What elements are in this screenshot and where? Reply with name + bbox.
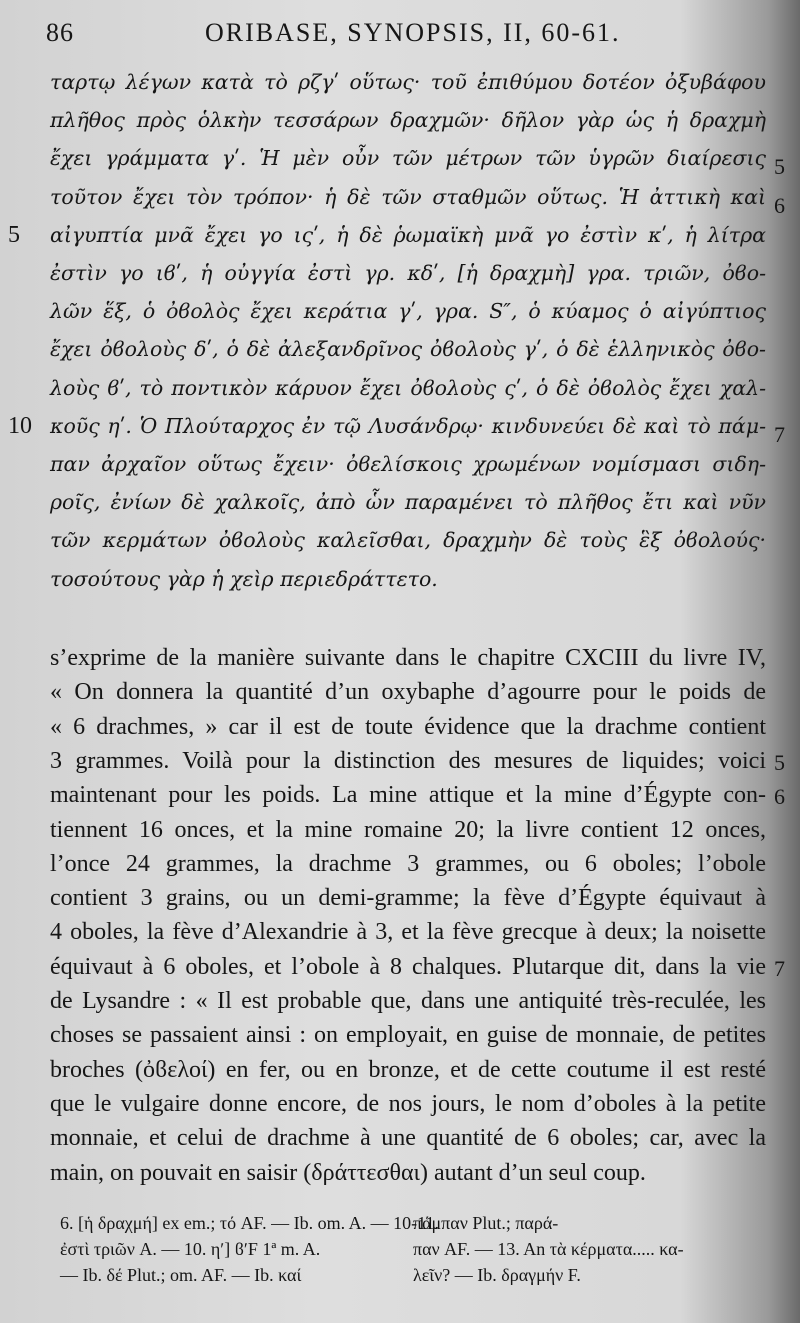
french-line: broches (ὀϐελοί) en fer, ou en bronze, et de cette coutume il est resté — [50, 1056, 766, 1083]
margin-number: 6 — [774, 784, 785, 810]
page-number: 86 — [46, 18, 74, 47]
footnote-left: ἐστὶ τριῶν A. — 10. ηʹ] ϐʹF 1ª m. A. — [60, 1239, 321, 1259]
greek-line: ταρτῳ λέγων κατὰ τὸ ρζγʹ οὕτως· τοῦ ἐπιθύμου δοτέον ὀξυβάφου — [50, 70, 766, 94]
margin-number: 7 — [774, 955, 785, 981]
greek-line: αἰγυπτία μνᾶ ἔχει γο ιςʹ, ἡ δὲ ῥωμαϊκὴ μνᾶ γο ἐστὶν κʹ, ἡ λίτρα — [50, 222, 766, 247]
footnote-right: πάμπαν Plut.; παρά- — [413, 1213, 559, 1233]
greek-line: ροῖς, ἐνίων δὲ χαλκοῖς, ἀπὸ ὧν παραμένει τὸ πλῆθος ἔτι καὶ νῦν — [50, 490, 766, 515]
margin-number: 6 — [774, 192, 785, 218]
french-line: 4 oboles, la fève d’Alexandrie à 3, et la fève grecque à deux; la noisette — [50, 919, 766, 946]
greek-line: κοῦς ηʹ. Ὁ Πλούταρχος ἐν τῷ Λυσάνδρῳ· κινδυνεύει δὲ καὶ τὸ πάμ- — [50, 413, 766, 438]
greek-line: λῶν ἕξ, ὁ ὀϐολὸς ἔχει κεράτια γʹ, γρα. S″, ὁ κύαμος ὁ αἰγύπτιος — [50, 299, 766, 324]
footnote-row — [48, 1262, 788, 1288]
greek-line: ἔχει ὀϐολοὺς δʹ, ὁ δὲ ἀλεξανδρῖνος ὀϐολοὺς γʹ, ὁ δὲ ἑλληνικὸς ὀϐο- — [50, 337, 766, 362]
greek-line: ἐστὶν γο ιϐʹ, ἡ οὐγγία ἐστὶ γρ. κδʹ, [ἡ δραχμὴ] γρα. τριῶν, ὀϐο- — [50, 261, 766, 285]
margin-number: 5 — [774, 154, 785, 180]
footnote-right: παν AF. — 13. An τὰ κέρματα..... κα- — [413, 1239, 684, 1259]
greek-line: ἔχει γράμματα γʹ. Ἡ μὲν οὖν τῶν μέτρων τῶν ὑγρῶν διαίρεσις — [50, 146, 766, 171]
greek-line: τῶν κερμάτων ὀϐολοὺς καλεῖσθαι, δραχμὴν δὲ τοὺς ἓξ ὀϐολούς· — [50, 528, 766, 553]
french-line: l’once 24 grammes, la drachme 3 grammes, ou 6 oboles; l’obole — [50, 850, 766, 877]
french-line: que le vulgaire donne encore, de nos jours, le nom d’oboles à la petite — [50, 1090, 766, 1117]
french-line: contient 3 grains, ou un demi-gramme; la fève d’Égypte équivaut à — [50, 885, 766, 912]
french-line: monnaie, et celui de drachme à une quantité de 6 oboles; car, avec la — [50, 1125, 766, 1152]
margin-number: 7 — [774, 421, 785, 447]
footnotes — [48, 1210, 788, 1288]
footnote-left: — Ib. δέ Plut.; om. AF. — Ib. καί — [60, 1265, 302, 1285]
french-line: choses se passaient ainsi : on employait, en guise de monnaie, de petites — [50, 1022, 766, 1049]
greek-line: τοσούτους γὰρ ἡ χεὶρ περιεδράττετο. — [50, 566, 438, 591]
line-number: 10 — [8, 412, 32, 439]
french-line: « 6 drachmes, » car il est de toute évidence que la drachme contient — [50, 713, 766, 740]
running-title: ORIBASE, SYNOPSIS, II, 60-61. — [205, 18, 621, 47]
french-line: main, on pouvait en saisir (δράττεσθαι) autant d’un seul coup. — [50, 1159, 646, 1186]
french-line: 3 grammes. Voilà pour la distinction des mesures de liquides; voici — [50, 747, 766, 774]
greek-line: λοὺς ϐʹ, τὸ ποντικὸν κάρυον ἔχει ὀϐολοὺς ςʹ, ὁ δὲ ὀϐολὸς ἔχει χαλ- — [50, 375, 766, 400]
margin-number: 5 — [774, 749, 785, 775]
footnote-left: 6. [ἡ δραχμή] ex em.; τό AF. — Ib. om. A. — 10-11. — [60, 1213, 439, 1233]
french-line: de Lysandre : « Il est probable que, dans une antiquité très-reculée, les — [50, 988, 766, 1014]
page-header — [0, 18, 800, 54]
greek-line: πλῆθος πρὸς ὁλκὴν τεσσάρων δραχμῶν· δῆλον γὰρ ὡς ἡ δραχμὴ — [50, 108, 766, 133]
line-number: 5 — [8, 221, 20, 248]
french-line: maintenant pour les poids. La mine attique et la mine d’Égypte con- — [50, 782, 766, 809]
greek-line: παν ἀρχαῖον οὕτως ἔχειν· ὀϐελίσκοις χρωμένων νομίσμασι σιδη- — [50, 452, 766, 476]
french-line: tiennent 16 onces, et la mine romaine 20; la livre contient 12 onces, — [50, 816, 766, 843]
greek-line: τοῦτον ἔχει τὸν τρόπον· ἡ δὲ τῶν σταθμῶν οὕτως. Ἡ ἀττικὴ καὶ — [50, 184, 766, 209]
footnote-right: λεῖν? — Ib. δραγμήν F. — [413, 1265, 581, 1285]
french-line: s’exprime de la manière suivante dans le chapitre CXCIII du livre IV, — [50, 645, 766, 671]
french-line: équivaut à 6 oboles, et l’obole à 8 chalques. Plutarque dit, dans la vie — [50, 953, 766, 980]
footnote-row — [48, 1236, 788, 1262]
footnote-row — [48, 1210, 788, 1236]
french-line: « On donnera la quantité d’un oxybaphe d’agourre pour le poids de — [50, 679, 766, 706]
